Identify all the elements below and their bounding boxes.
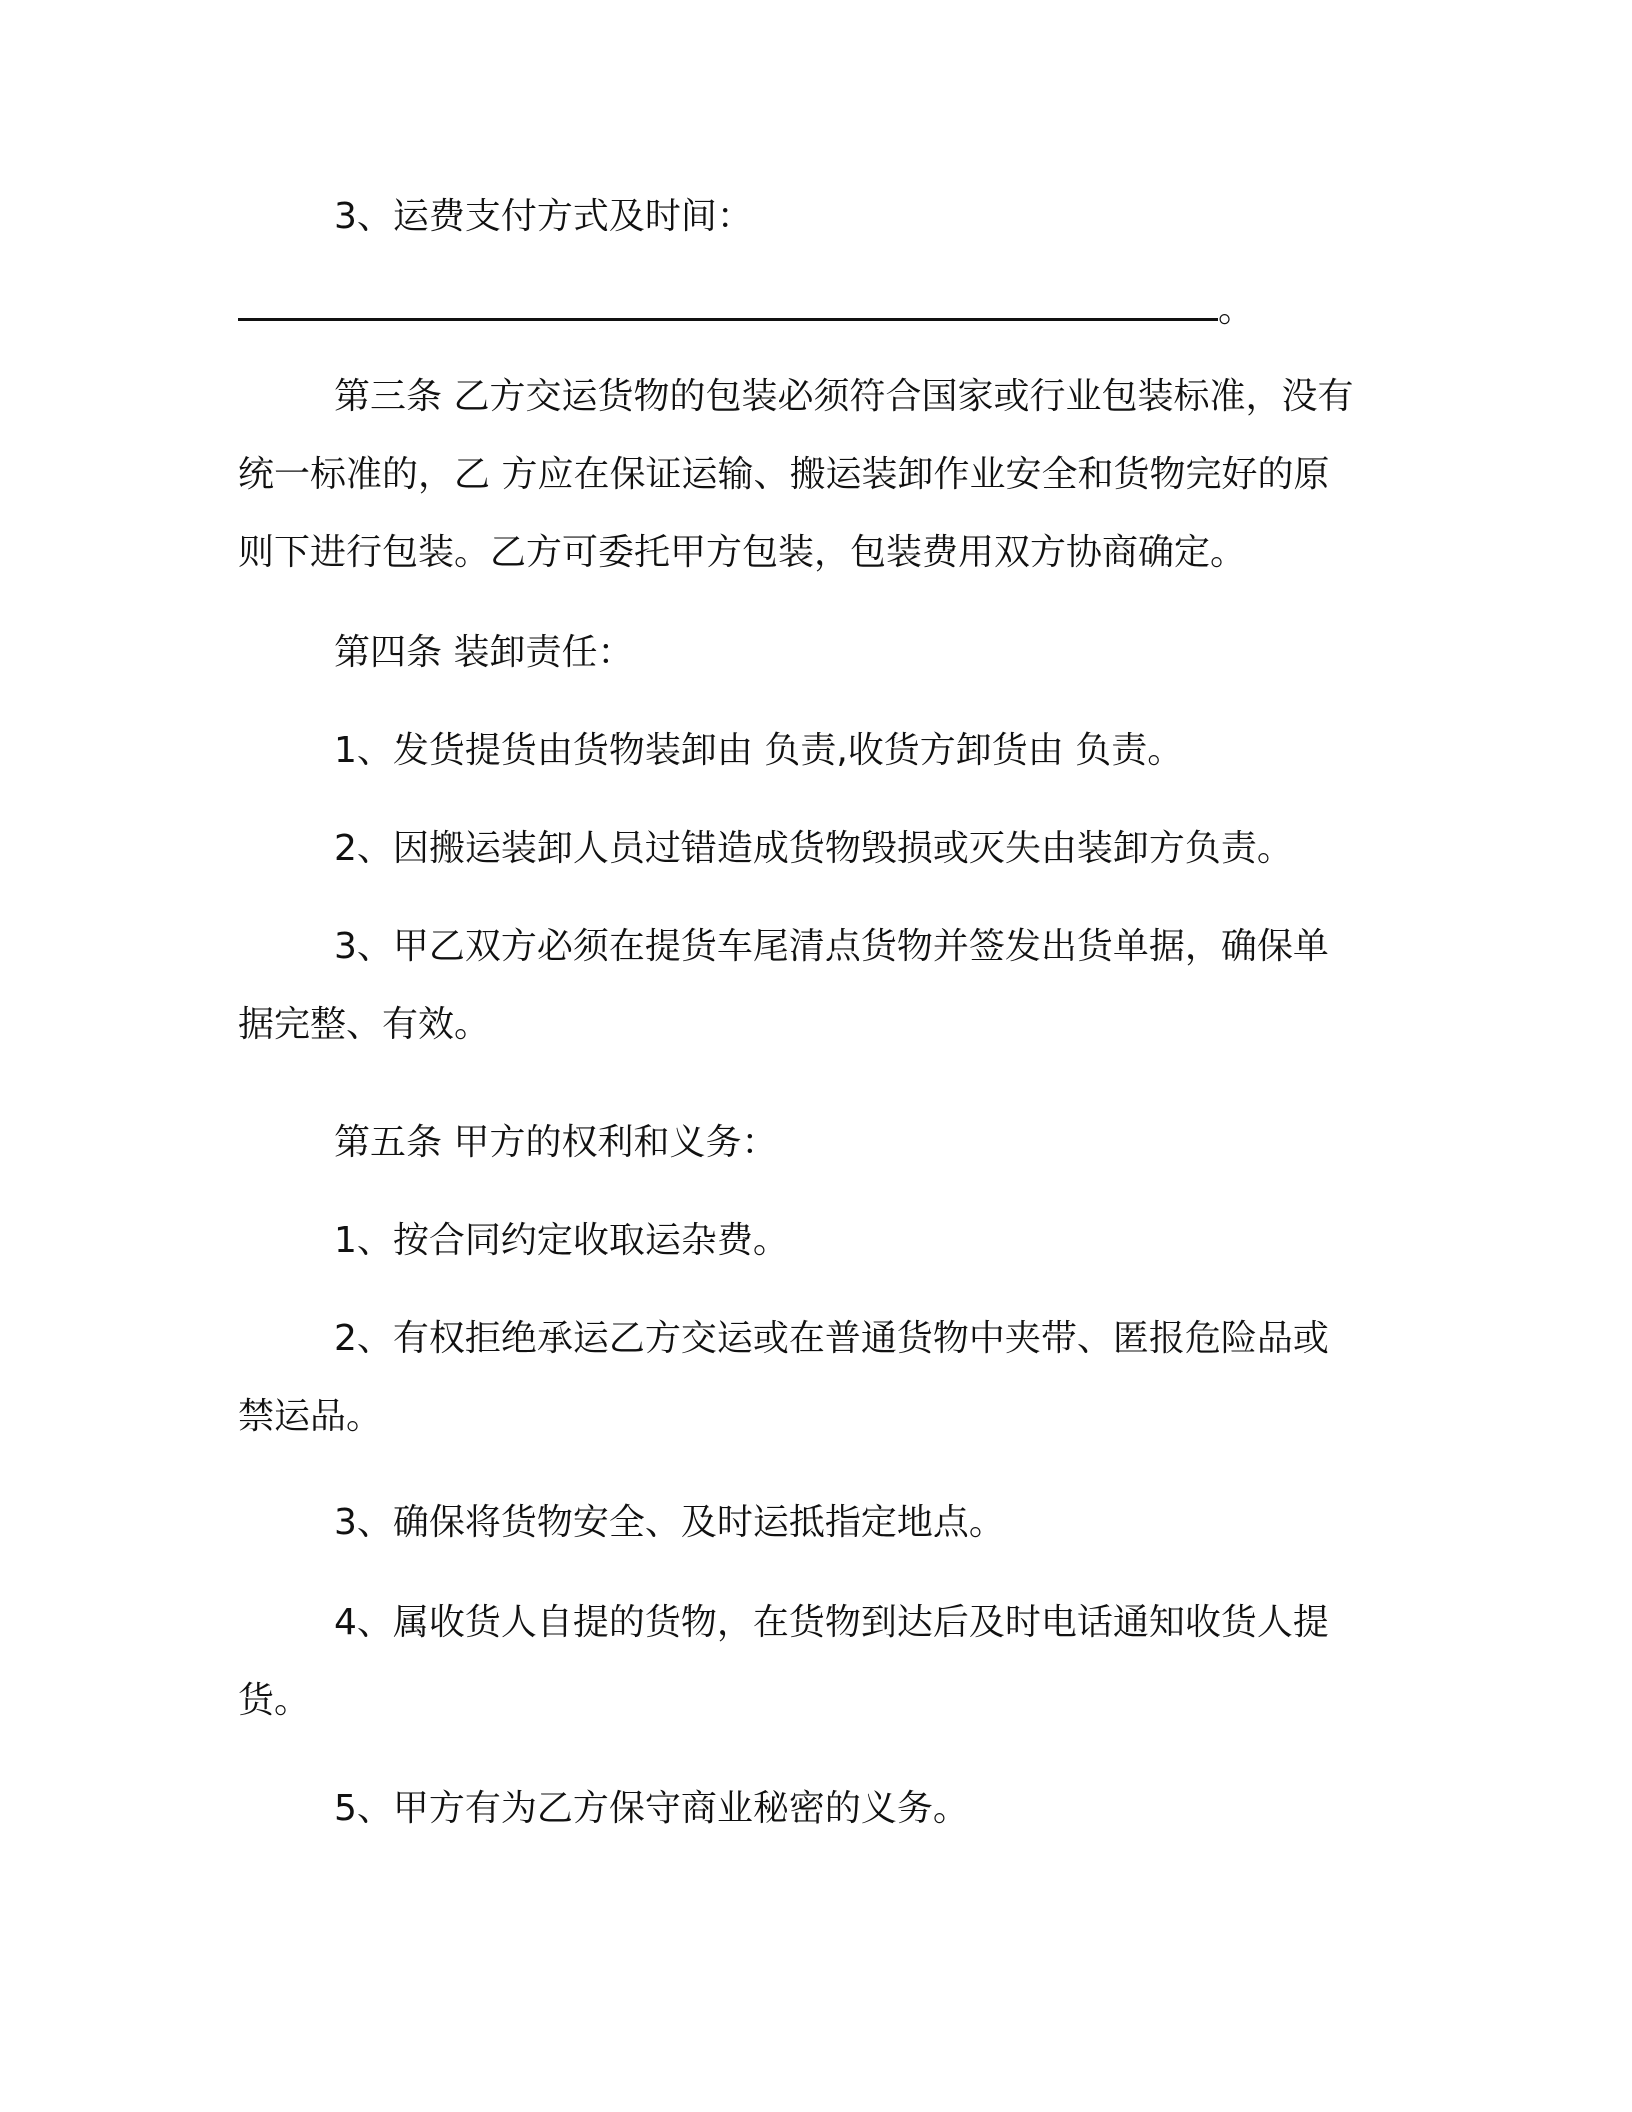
payment-method-heading: 3、运费支付方式及时间： <box>334 196 753 237</box>
article-5-item-4: 4、属收货人自提的货物，在货物到达后及时电话通知收货人提 货。 <box>238 1602 1329 1721</box>
article-5-item-2: 2、有权拒绝承运乙方交运或在普通货物中夹带、匿报危险品或 禁运品。 <box>238 1318 1329 1437</box>
article-4-item-1: 1、发货提货由货物装卸由 负责,收货方卸货由 负责。 <box>334 730 1184 771</box>
fill-in-underline <box>238 318 1218 321</box>
article-3-paragraph: 第三条 乙方交运货物的包装必须符合国家或行业包装标准，没有 统一标准的，乙 方应在保证运输、搬运装卸作业安全和货物完好的原 则下进行包装。乙方可委托甲方包装，包装费用双方协商确定。 <box>238 376 1354 573</box>
article-4-item-3: 3、甲乙双方必须在提货车尾清点货物并签发出货单据，确保单 据完整、有效。 <box>238 926 1329 1045</box>
article-5-item-5: 5、甲方有为乙方保守商业秘密的义务。 <box>334 1788 969 1829</box>
article-5-item-3: 3、确保将货物安全、及时运抵指定地点。 <box>334 1502 1005 1543</box>
article-4-item-2: 2、因搬运装卸人员过错造成货物毁损或灭失由装卸方负责。 <box>334 828 1293 869</box>
article-5-item-1: 1、按合同约定收取运杂费。 <box>334 1220 789 1261</box>
payment-blank-line: 。 <box>238 290 1254 330</box>
article-5-title: 第五条 甲方的权利和义务： <box>334 1122 778 1163</box>
article-4-title: 第四条 装卸责任： <box>334 632 634 673</box>
